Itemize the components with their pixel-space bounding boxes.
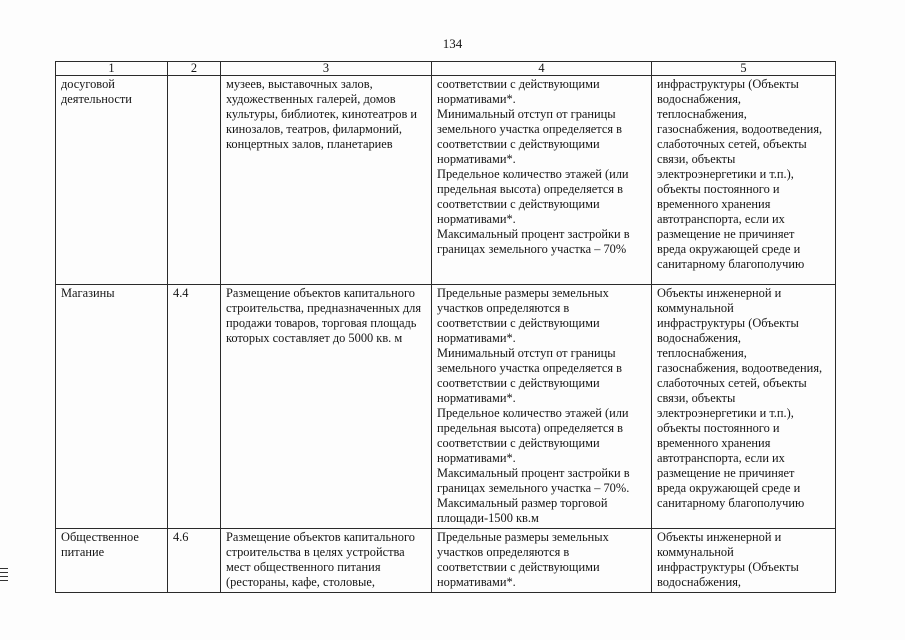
table-header-row [56,62,836,76]
cell-text-line: Максимальный процент застройки в [437,227,630,241]
cell-text-line: объекты постоянного и [657,182,780,196]
cell-text-line: (рестораны, кафе, столовые, [226,575,375,589]
cell-text-line: электроэнергетики и т.п.), [657,406,794,420]
header-cell: 3 [221,62,432,76]
cell-text-line: нормативами*. [437,212,516,226]
cell-text-line: которых составляет до 5000 кв. м [226,331,403,345]
cell-text-line: нормативами*. [437,391,516,405]
cell-text-line: автотранспорта, если их [657,212,785,226]
cell-text-line: Размещение объектов капитального [226,530,415,544]
page-number: 134 [442,36,463,51]
parameters-cell [432,529,652,593]
cell-text-line: автотранспорта, если их [657,451,785,465]
cell-text-line: коммунальной [657,545,734,559]
cell-text-line: Предельное количество этажей (или [437,406,629,420]
cell-text-line: Предельные размеры земельных [437,530,609,544]
cell-text-line: водоснабжения, [657,575,741,589]
table-row [56,529,836,593]
use-description-cell [221,529,432,593]
cell-text-line: вреда окружающей среде и [657,242,801,256]
cell-text-line: земельного участка определяется в [437,122,622,136]
use-code-cell: 4.6 [168,529,221,593]
cell-text-line: досуговой [61,77,115,91]
cell-text-line: инфраструктуры (Объекты [657,316,799,330]
cell-text-line: строительства, предназначенных для [226,301,422,315]
cell-text-line: участков определяются в [437,301,570,315]
use-code-cell: 4.4 [168,285,221,529]
cell-text-line: соответствии с действующими [437,197,600,211]
cell-text-line: соответствии с действующими [437,560,600,574]
cell-text-line: нормативами*. [437,92,516,106]
cell-text-line: Предельные размеры земельных [437,286,609,300]
table-row [56,285,836,529]
cell-text-line: связи, объекты [657,152,736,166]
cell-text-line: нормативами*. [437,575,516,589]
cell-text-line: продажи товаров, торговая площадь [226,316,417,330]
cell-text-line: газоснабжения, водоотведения, [657,122,823,136]
header-cell: 4 [432,62,652,76]
cell-text-line: границах земельного участка – 70%. [437,481,630,495]
cell-text-line: санитарному благополучию [657,257,805,271]
cell-text-line: соответствии с действующими [437,376,600,390]
header-cell: 1 [56,62,168,76]
use-name-cell [56,76,168,285]
cell-text-line: электроэнергетики и т.п.), [657,167,794,181]
table-row [56,76,836,285]
cell-text-line: деятельности [61,92,132,106]
cell-text-line: концертных залов, планетариев [226,137,393,151]
cell-text-line: участков определяются в [437,545,570,559]
cell-text-line: теплоснабжения, [657,107,747,121]
cell-text-line: газоснабжения, водоотведения, [657,361,823,375]
cell-text-line: инфраструктуры (Объекты [657,77,799,91]
cell-text-line: мест общественного питания [226,560,381,574]
cell-text-line: Минимальный отступ от границы [437,107,616,121]
cell-text-line: коммунальной [657,301,734,315]
cell-text-line: Объекты инженерной и [657,530,782,544]
parameters-cell [432,76,652,285]
cell-text-line: инфраструктуры (Объекты [657,560,799,574]
cell-text-line: размещение не причиняет [657,466,795,480]
cell-text-line: Максимальный размер торговой [437,496,608,510]
cell-text-line: Размещение объектов капитального [226,286,415,300]
cell-text-line: нормативами*. [437,451,516,465]
cell-text-line: площади-1500 кв.м [437,511,539,525]
cell-text-line: временного хранения [657,197,771,211]
cell-text-line: Общественное [61,530,139,544]
cell-text-line: Магазины [61,286,115,300]
use-name-cell [56,285,168,529]
use-code-cell [168,76,221,285]
cell-text-line: санитарному благополучию [657,496,805,510]
cell-text-line: предельная высота) определяется в [437,182,623,196]
use-name-cell [56,529,168,593]
cell-text-line: границах земельного участка – 70% [437,242,627,256]
cell-text-line: соответствии с действующими [437,137,600,151]
cell-text-line: Максимальный процент застройки в [437,466,630,480]
cell-text-line: объекты постоянного и [657,421,780,435]
use-description-cell [221,285,432,529]
cell-text-line: Предельное количество этажей (или [437,167,629,181]
cell-text-line: земельного участка определяется в [437,361,622,375]
zoning-table [55,61,836,593]
cell-text-line: художественных галерей, домов [226,92,396,106]
cell-text-line: культуры, библиотек, кинотеатров и [226,107,418,121]
cell-text-line: соответствии с действующими [437,316,600,330]
cell-text-line: связи, объекты [657,391,736,405]
header-cell: 5 [652,62,836,76]
cell-text-line: размещение не причиняет [657,227,795,241]
cell-text-line: Объекты инженерной и [657,286,782,300]
cell-text-line: слаботочных сетей, объекты [657,137,807,151]
header-cell: 2 [168,62,221,76]
restrictions-cell [652,285,836,529]
restrictions-cell [652,76,836,285]
cell-text-line: нормативами*. [437,152,516,166]
use-description-cell [221,76,432,285]
cell-text-line: теплоснабжения, [657,346,747,360]
cell-text-line: Минимальный отступ от границы [437,346,616,360]
cell-text-line: музеев, выставочных залов, [226,77,373,91]
cell-text-line: вреда окружающей среде и [657,481,801,495]
cell-text-line: временного хранения [657,436,771,450]
restrictions-cell [652,529,836,593]
cell-text-line: водоснабжения, [657,92,741,106]
cell-text-line: кинозалов, театров, филармоний, [226,122,403,136]
cell-text-line: питание [61,545,105,559]
parameters-cell [432,285,652,529]
cell-text-line: водоснабжения, [657,331,741,345]
cell-text-line: слаботочных сетей, объекты [657,376,807,390]
cell-text-line: соответствии с действующими [437,77,600,91]
cell-text-line: строительства в целях устройства [226,545,405,559]
cell-text-line: нормативами*. [437,331,516,345]
scan-edge-mark [0,568,8,586]
cell-text-line: соответствии с действующими [437,436,600,450]
cell-text-line: предельная высота) определяется в [437,421,623,435]
